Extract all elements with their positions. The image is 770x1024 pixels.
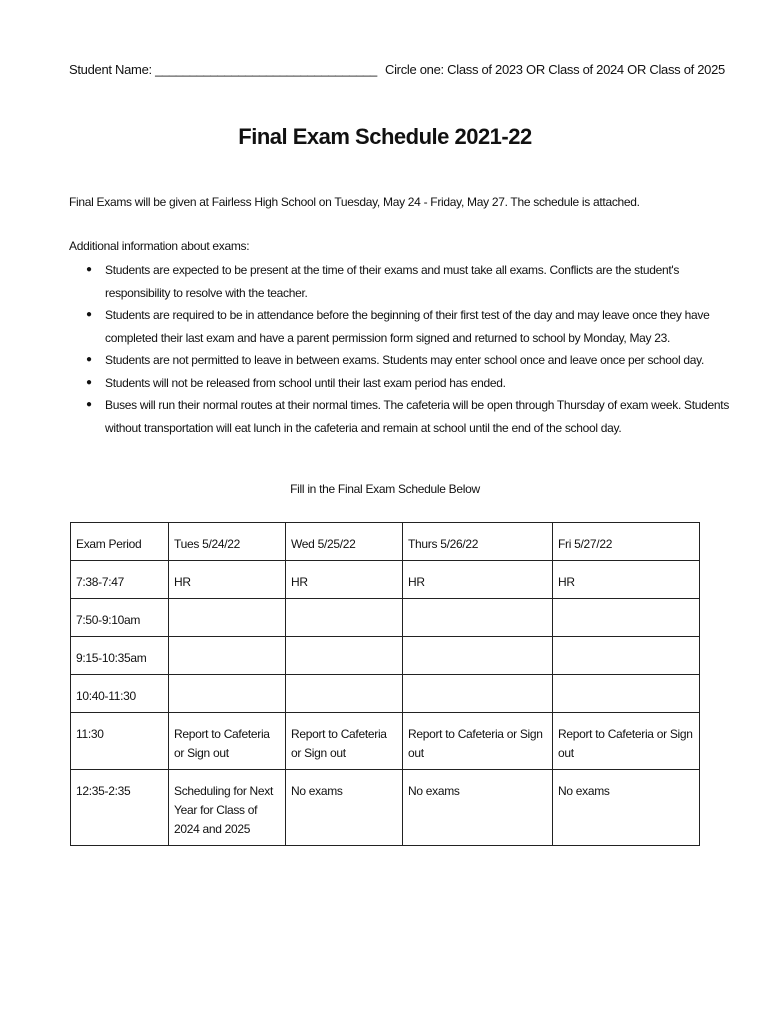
table-cell[interactable]: [286, 599, 403, 637]
bullet-icon: ●: [86, 399, 92, 410]
period-cell: 11:30: [71, 713, 169, 770]
table-cell[interactable]: [403, 599, 553, 637]
rules-list: [69, 259, 737, 439]
table-cell[interactable]: HR: [553, 561, 700, 599]
table-header-row: [71, 523, 700, 561]
table-cell[interactable]: [553, 599, 700, 637]
period-cell: 12:35-2:35: [71, 770, 169, 846]
header-cell: Exam Period: [71, 523, 169, 561]
table-cell[interactable]: [169, 675, 286, 713]
table-cell[interactable]: No exams: [403, 770, 553, 846]
table-cell[interactable]: [169, 599, 286, 637]
table-cell[interactable]: [403, 637, 553, 675]
table-cell[interactable]: Report to Cafeteria or Sign out: [286, 713, 403, 770]
bullet-icon: ●: [86, 376, 92, 388]
bullet-icon: ●: [86, 354, 92, 365]
table-row: [71, 637, 700, 675]
header-cell: Thurs 5/26/22: [403, 523, 553, 561]
period-cell: 7:38-7:47: [71, 561, 169, 599]
table-cell[interactable]: Scheduling for Next Year for Class of 2024 and 2025: [169, 770, 286, 846]
period-cell: 9:15-10:35am: [71, 637, 169, 675]
exam-schedule-table: [70, 522, 700, 846]
table-cell[interactable]: Report to Cafeteria or Sign out: [553, 713, 700, 770]
table-cell[interactable]: [286, 637, 403, 675]
header-cell: Wed 5/25/22: [286, 523, 403, 561]
table-cell[interactable]: Report to Cafeteria or Sign out: [169, 713, 286, 770]
header-cell: Tues 5/24/22: [169, 523, 286, 561]
class-choice-line: Circle one: Class of 2023 OR Class of 2024 OR Class of 2025: [385, 62, 725, 77]
table-cell[interactable]: Report to Cafeteria or Sign out: [403, 713, 553, 770]
list-item: ● Students will not be released from school until their last exam period has ended.: [105, 372, 737, 395]
table-cell[interactable]: [286, 675, 403, 713]
list-item: ● Students are not permitted to leave in between exams. Students may enter school once and leave once per school day.: [105, 349, 737, 372]
bullet-icon: ●: [86, 309, 92, 320]
table-cell[interactable]: [553, 675, 700, 713]
additional-info-heading: Additional information about exams:: [69, 239, 250, 253]
period-cell: 10:40-11:30: [71, 675, 169, 713]
header-line: [69, 62, 725, 77]
bullet-icon: ●: [86, 264, 92, 275]
table-cell[interactable]: No exams: [286, 770, 403, 846]
header-cell: Fri 5/27/22: [553, 523, 700, 561]
intro-paragraph: Final Exams will be given at Fairless High School on Tuesday, May 24 - Friday, May 27. The schedule is attached.: [69, 195, 640, 209]
schedule-caption: Fill in the Final Exam Schedule Below: [290, 482, 480, 496]
table-cell[interactable]: HR: [169, 561, 286, 599]
list-item: ● Students are expected to be present at the time of their exams and must take all exams. Conflicts are the student's responsibility to resolve with the teacher.: [105, 259, 737, 304]
student-name-field[interactable]: Student Name: ________________________________: [69, 62, 377, 77]
table-cell[interactable]: HR: [403, 561, 553, 599]
table-cell[interactable]: HR: [286, 561, 403, 599]
list-item: ● Buses will run their normal routes at their normal times. The cafeteria will be open through Thursday of exam week. Students without transportation will eat lunch in the cafeteria and remain at school until the end of the school day.: [105, 394, 737, 439]
table-cell[interactable]: [403, 675, 553, 713]
table-row: [71, 599, 700, 637]
list-item: ● Students are required to be in attendance before the beginning of their first test of the day and may leave once they have completed their last exam and have a parent permission form signed and returned to school by Monday, May 23.: [105, 304, 737, 349]
table-row: [71, 561, 700, 599]
table-row: [71, 770, 700, 846]
table-row: [71, 675, 700, 713]
period-cell: 7:50-9:10am: [71, 599, 169, 637]
table-row: [71, 713, 700, 770]
page-title: Final Exam Schedule 2021-22: [238, 124, 532, 149]
table-cell[interactable]: No exams: [553, 770, 700, 846]
table-cell[interactable]: [553, 637, 700, 675]
table-cell[interactable]: [169, 637, 286, 675]
